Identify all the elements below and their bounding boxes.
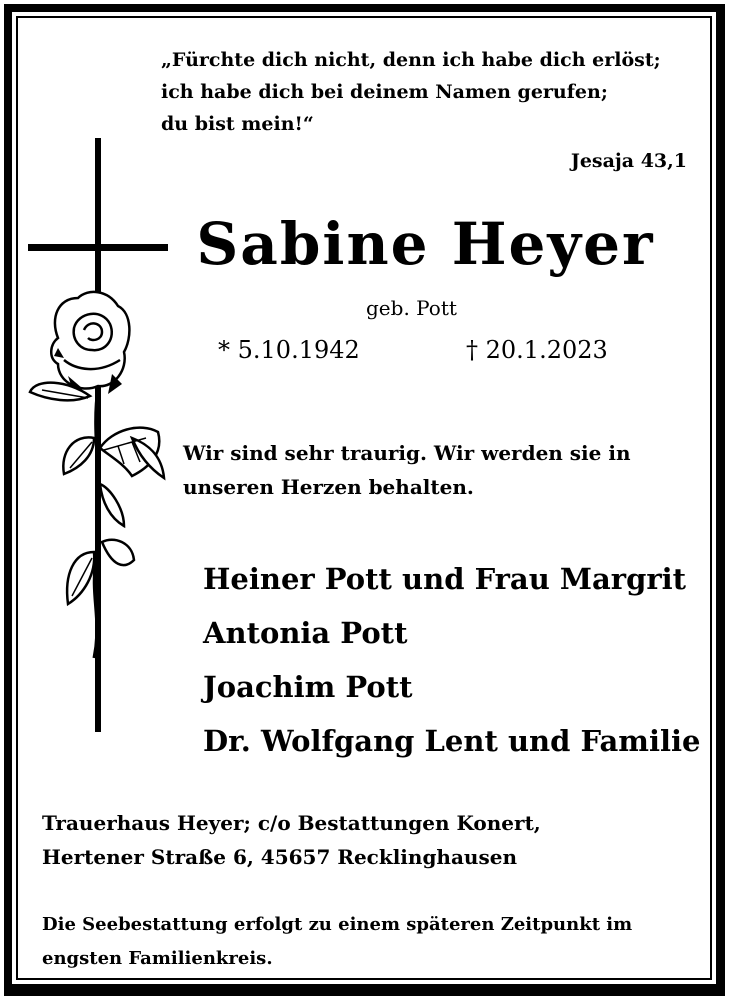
quote-line: du bist mein!“ <box>161 113 314 135</box>
address-block <box>42 806 541 874</box>
mourners-list <box>203 552 700 768</box>
bible-quote <box>161 44 661 140</box>
address-line: Trauerhaus Heyer; c/o Bestattungen Konert, <box>42 811 541 835</box>
mourner: Antonia Pott <box>203 616 408 650</box>
note-line: engsten Familienkreis. <box>42 948 273 969</box>
burial-note <box>42 908 632 976</box>
address-line: Hertener Straße 6, 45657 Recklinghausen <box>42 845 517 869</box>
quote-line: ich habe dich bei deinem Namen gerufen; <box>161 81 608 103</box>
birth-name: geb. Pott <box>366 296 457 320</box>
death-date: † 20.1.2023 <box>466 336 608 364</box>
deceased-name: Sabine Heyer <box>196 210 655 278</box>
note-line: Die Seebestattung erfolgt zu einem späteren Zeitpunkt im <box>42 914 633 935</box>
birth-date: * 5.10.1942 <box>218 336 360 364</box>
quote-source: Jesaja 43,1 <box>570 150 687 172</box>
quote-line: „Fürchte dich nicht, denn ich habe dich erlöst; <box>161 49 661 71</box>
message-line: Wir sind sehr traurig. Wir werden sie in <box>183 441 631 465</box>
mourner: Dr. Wolfgang Lent und Familie <box>203 724 701 758</box>
mourner: Heiner Pott und Frau Margrit <box>203 562 687 596</box>
mourner: Joachim Pott <box>203 670 413 704</box>
message-line: unseren Herzen behalten. <box>183 475 474 499</box>
condolence-message <box>183 436 630 504</box>
